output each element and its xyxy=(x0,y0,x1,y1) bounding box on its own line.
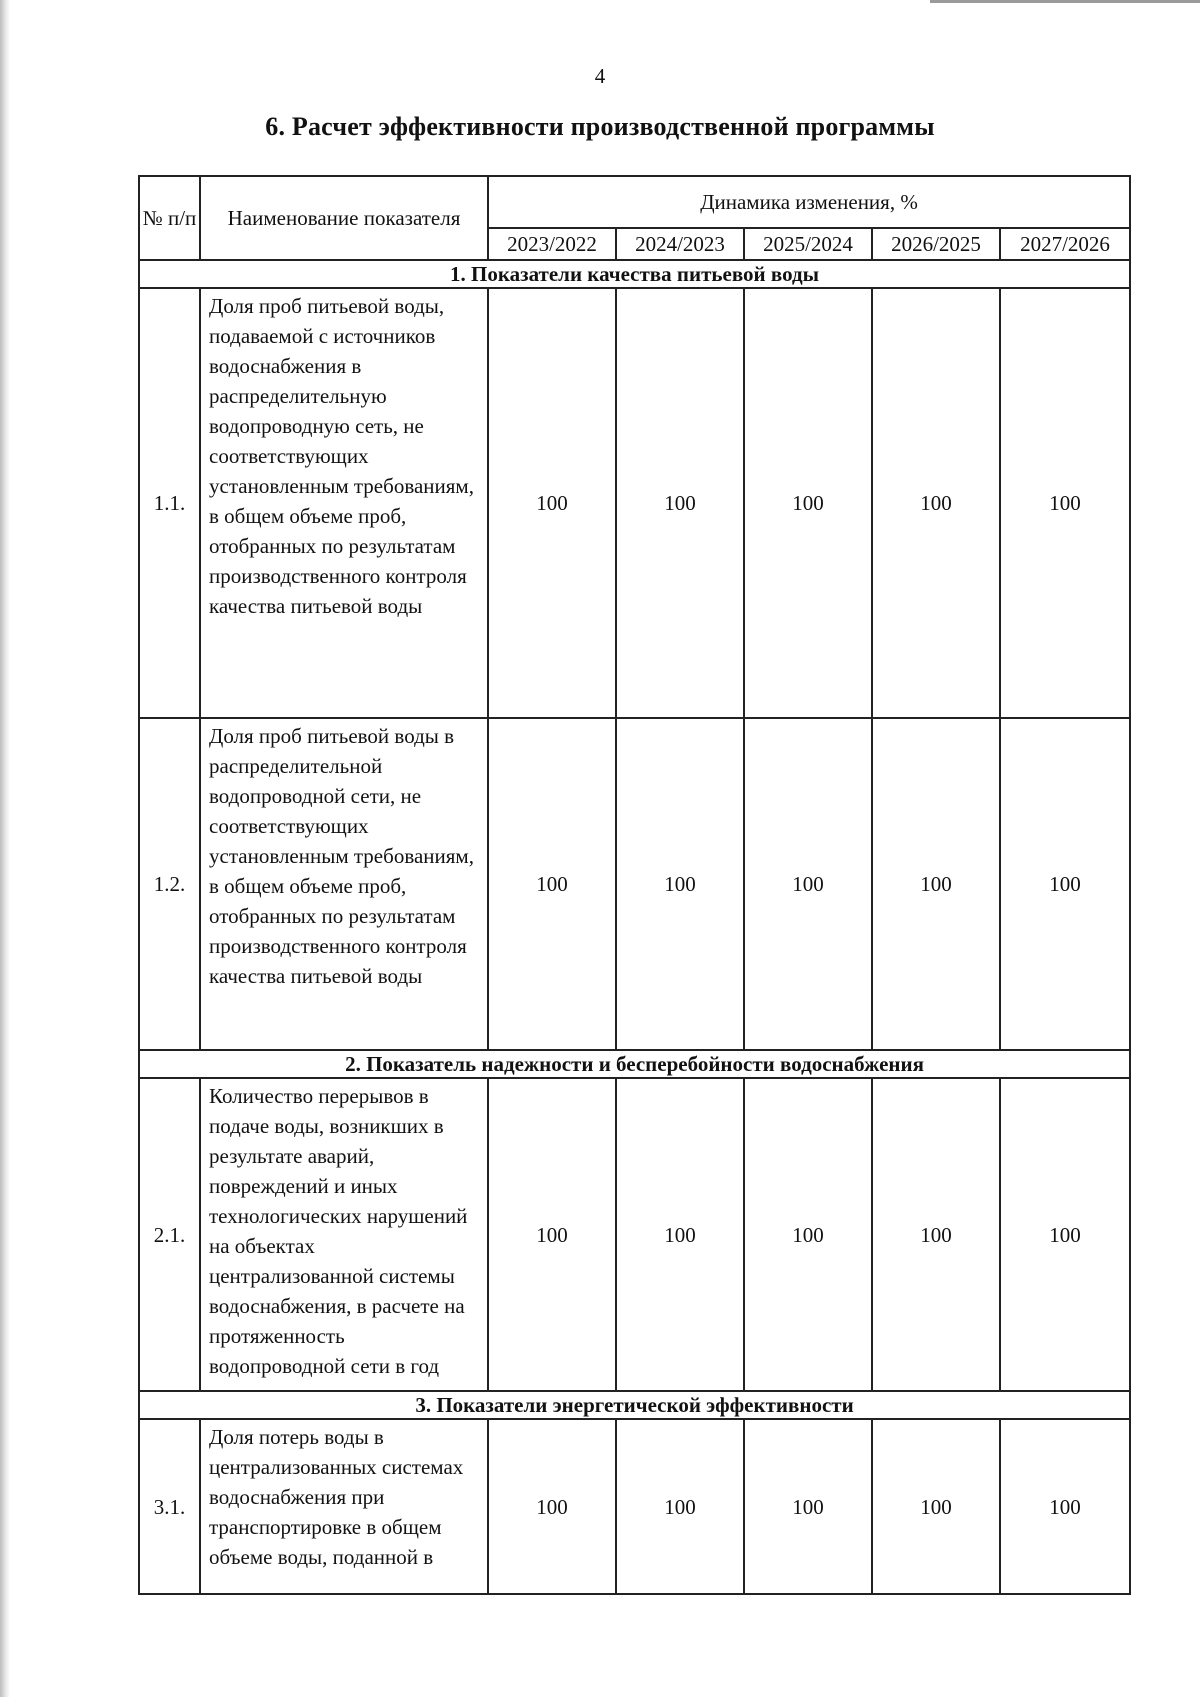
table-row xyxy=(139,1078,1130,1391)
scan-edge-line xyxy=(930,0,1200,3)
row-number: 2.1. xyxy=(139,1078,200,1391)
table-row xyxy=(139,718,1130,1050)
value-cell: 100 xyxy=(1000,1078,1130,1391)
section-title: 1. Показатели качества питьевой воды xyxy=(139,260,1130,288)
value-cell: 100 xyxy=(488,1419,616,1594)
header-name: Наименование показателя xyxy=(200,176,488,260)
value-cell: 100 xyxy=(872,288,1000,718)
value-cell: 100 xyxy=(744,288,872,718)
value-cell: 100 xyxy=(616,718,744,1050)
value-cell: 100 xyxy=(488,1078,616,1391)
page-number: 4 xyxy=(594,64,606,88)
value-cell: 100 xyxy=(744,1078,872,1391)
section-row xyxy=(139,1391,1130,1419)
header-year: 2025/2024 xyxy=(744,228,872,260)
header-year: 2027/2026 xyxy=(1000,228,1130,260)
section-title: 2. Показатель надежности и бесперебойности водоснабжения xyxy=(139,1050,1130,1078)
header-year: 2026/2025 xyxy=(872,228,1000,260)
section-row xyxy=(139,260,1130,288)
header-row xyxy=(139,176,1130,228)
indicator-text: Доля потерь воды в централизованных системах водоснабжения при транспортировке в общем объеме воды, поданной в xyxy=(209,1425,464,1569)
indicator-name xyxy=(200,1078,488,1391)
value-cell: 100 xyxy=(616,1419,744,1594)
value-cell: 100 xyxy=(872,1419,1000,1594)
section-row xyxy=(139,1050,1130,1078)
indicator-text: Доля проб питьевой воды, подаваемой с источников водоснабжения в распределительную водопроводную сеть, не соответствующих установленным требованиям, в общем объеме проб, отобранных по результатам производственного контроля качества питьевой воды xyxy=(209,294,474,618)
value-cell: 100 xyxy=(616,288,744,718)
header-dynamics: Динамика изменения, % xyxy=(488,176,1130,228)
section-title: 3. Показатели энергетической эффективности xyxy=(139,1391,1130,1419)
efficiency-table xyxy=(138,175,1131,1595)
header-year: 2024/2023 xyxy=(616,228,744,260)
value-cell: 100 xyxy=(744,1419,872,1594)
value-cell: 100 xyxy=(744,718,872,1050)
value-cell: 100 xyxy=(488,718,616,1050)
value-cell: 100 xyxy=(1000,718,1130,1050)
value-cell: 100 xyxy=(616,1078,744,1391)
row-number: 3.1. xyxy=(139,1419,200,1594)
value-cell: 100 xyxy=(1000,1419,1130,1594)
header-num: № п/п xyxy=(139,176,200,260)
value-cell: 100 xyxy=(872,718,1000,1050)
page-title: 6. Расчет эффективности производственной программы xyxy=(265,112,935,141)
header-year: 2023/2022 xyxy=(488,228,616,260)
indicator-name xyxy=(200,1419,488,1594)
indicator-text: Количество перерывов в подаче воды, возникших в результате аварий, повреждений и иных технологических нарушений на объектах централизованной системы водоснабжения, в расчете на протяженность водопроводной сети в год xyxy=(209,1084,468,1378)
row-number: 1.1. xyxy=(139,288,200,718)
value-cell: 100 xyxy=(488,288,616,718)
row-number: 1.2. xyxy=(139,718,200,1050)
indicator-name xyxy=(200,718,488,1050)
indicator-text: Доля проб питьевой воды в распределительной водопроводной сети, не соответствующих установленным требованиям, в общем объеме проб, отобранных по результатам производственного контроля качества питьевой воды xyxy=(209,724,474,988)
value-cell: 100 xyxy=(872,1078,1000,1391)
scan-edge-shadow xyxy=(0,0,10,1697)
table-row xyxy=(139,288,1130,718)
indicator-name xyxy=(200,288,488,718)
value-cell: 100 xyxy=(1000,288,1130,718)
table-row xyxy=(139,1419,1130,1594)
